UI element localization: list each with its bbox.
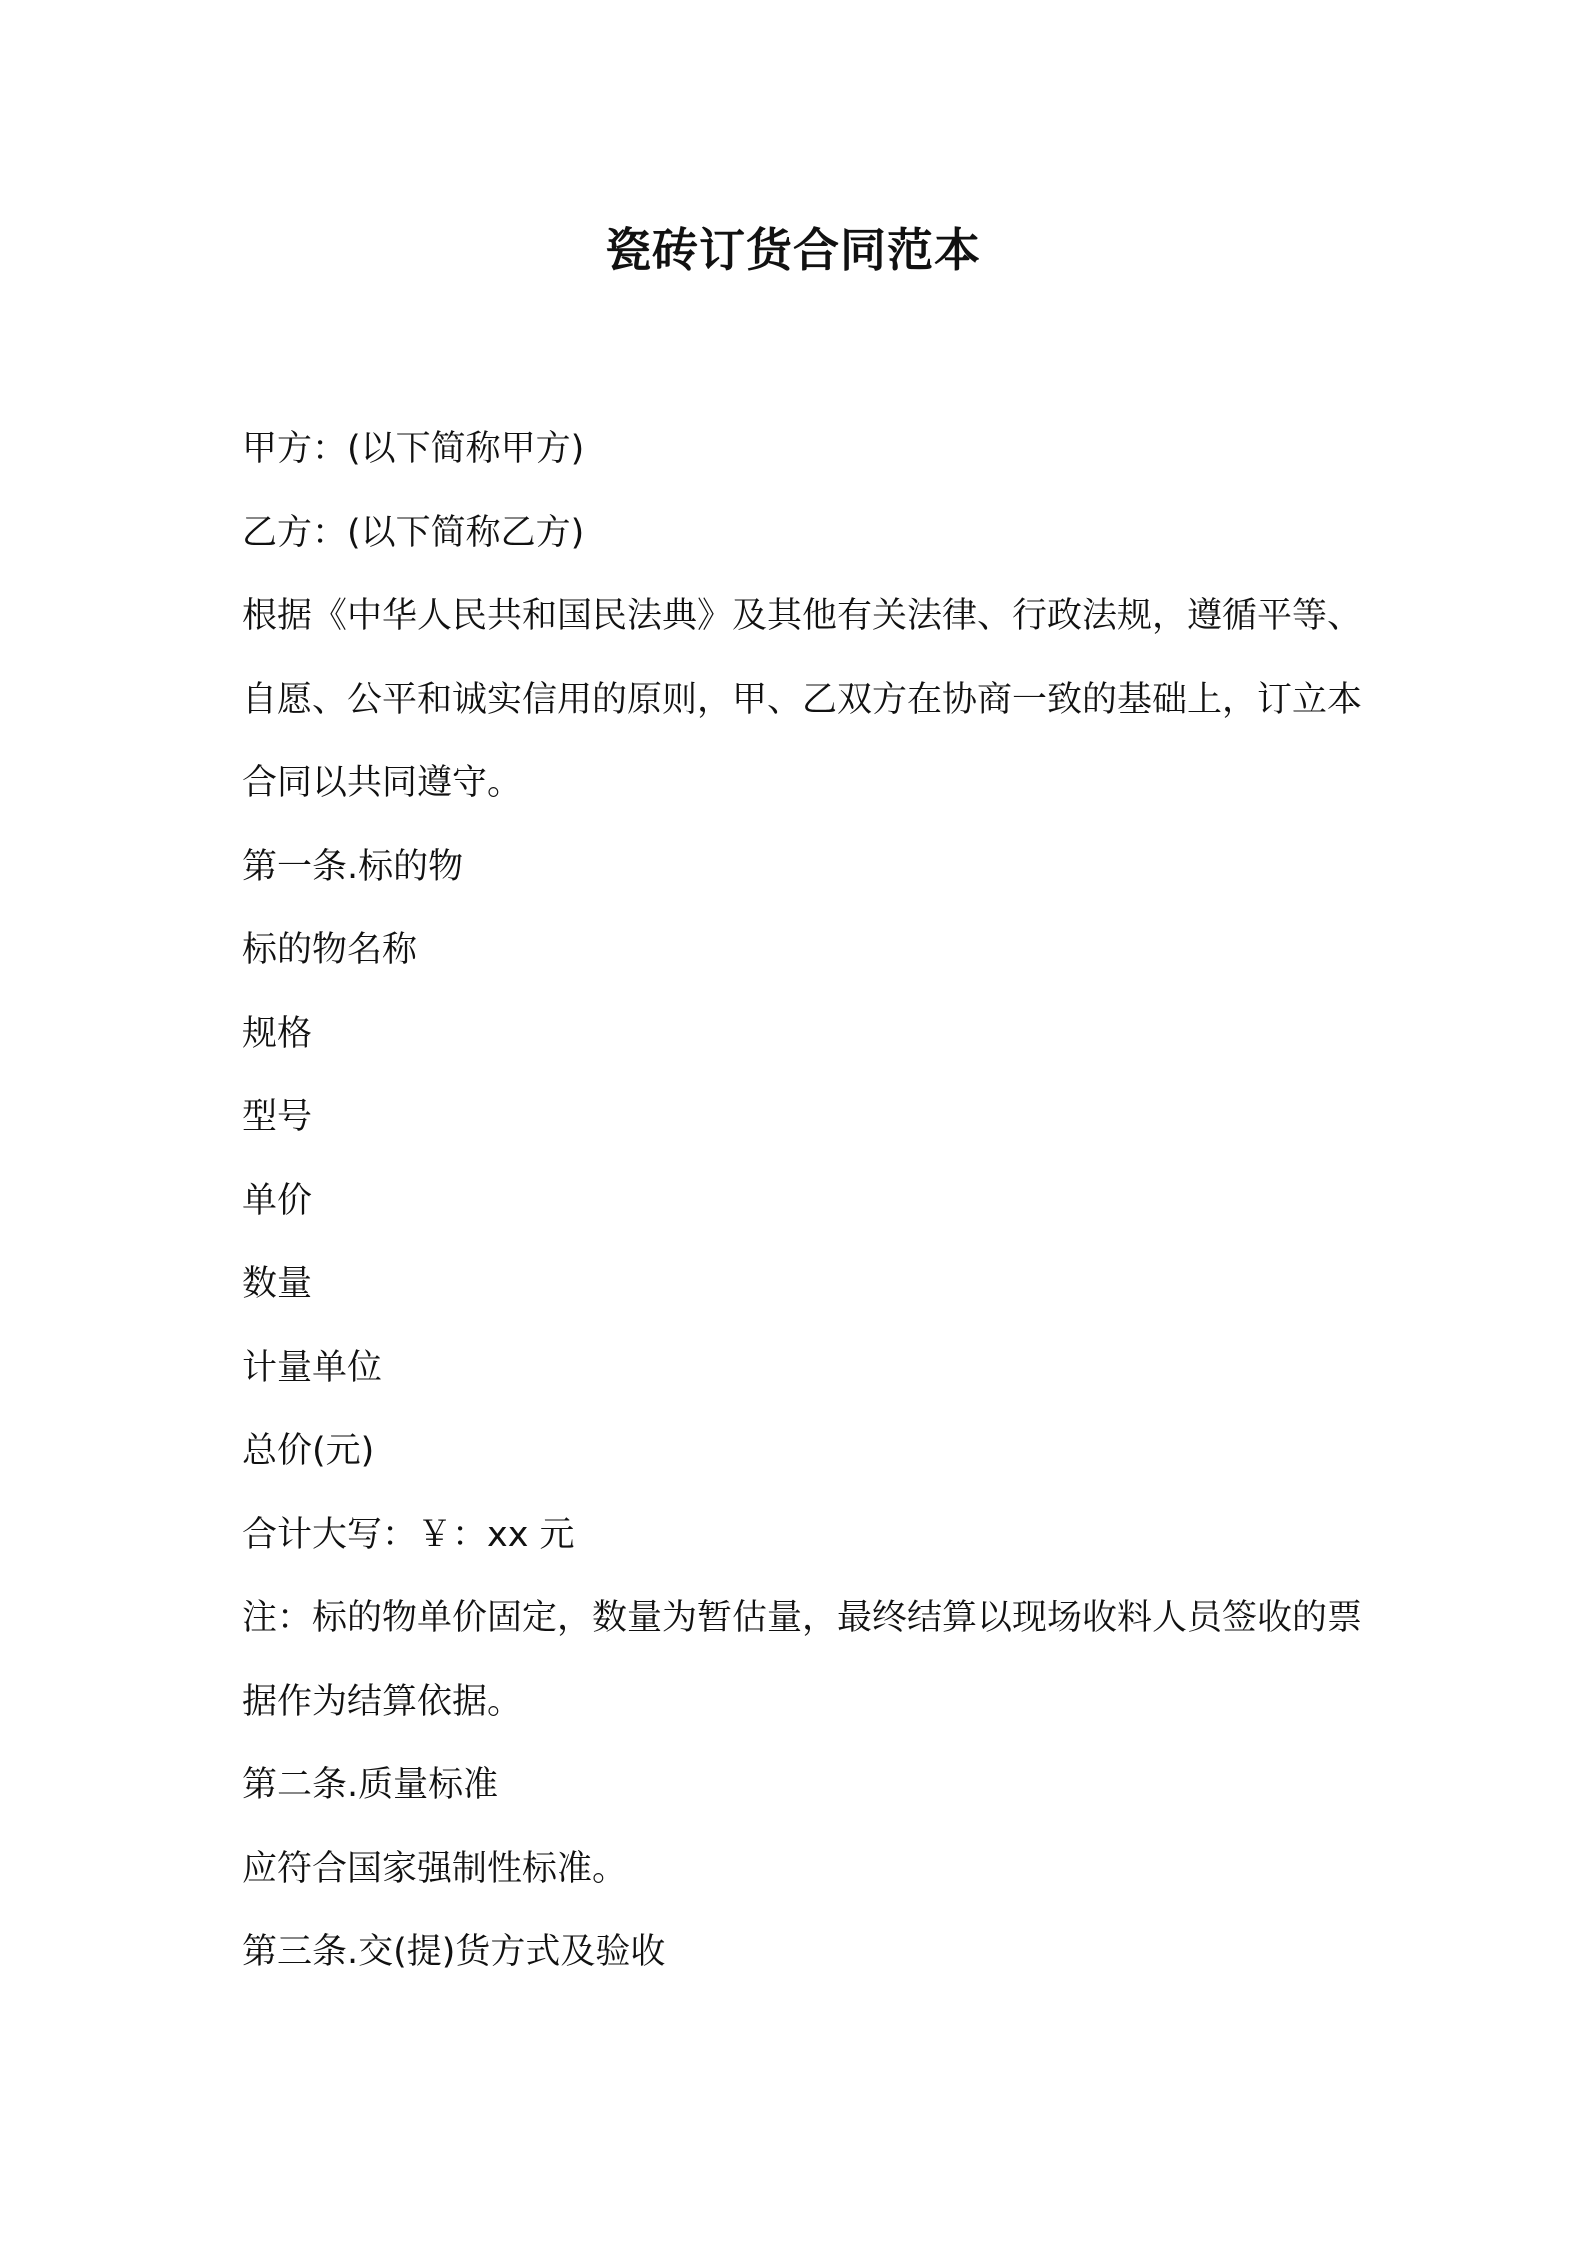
model-line: 型号	[242, 1097, 313, 1137]
preamble-paragraph: 根据《中华人民共和国民法典》及其他有关法律、行政法规，遵循平等、自愿、公平和诚实信用的原则，甲、乙双方在协商一致的基础上，订立本合同以共同遵守。	[242, 596, 1363, 803]
document-title: 瓷砖订货合同范本	[605, 223, 981, 277]
quantity-line: 数量	[242, 1264, 313, 1304]
unit-price-line: 单价	[242, 1180, 313, 1221]
article-1-heading: 第一条.标的物	[242, 846, 464, 887]
party-b-line: 乙方：(以下简称乙方)	[242, 512, 585, 553]
document-body	[242, 408, 1362, 1995]
measurement-unit-line: 计量单位	[242, 1347, 383, 1388]
article-2-heading: 第二条.质量标准	[242, 1765, 499, 1805]
party-a-line: 甲方：(以下简称甲方)	[242, 429, 585, 469]
total-price-line: 总价(元)	[242, 1431, 375, 1471]
item-name-line: 标的物名称	[242, 930, 418, 970]
article-3-heading: 第三条.交(提)货方式及验收	[242, 1932, 666, 1972]
specification-line: 规格	[242, 1013, 313, 1054]
total-in-words-line: 合计大写：￥：xx 元	[242, 1514, 575, 1555]
note-paragraph: 注：标的物单价固定，数量为暂估量，最终结算以现场收料人员签收的票据作为结算依据。	[242, 1598, 1363, 1722]
quality-standard-text: 应符合国家强制性标准。	[242, 1848, 628, 1889]
